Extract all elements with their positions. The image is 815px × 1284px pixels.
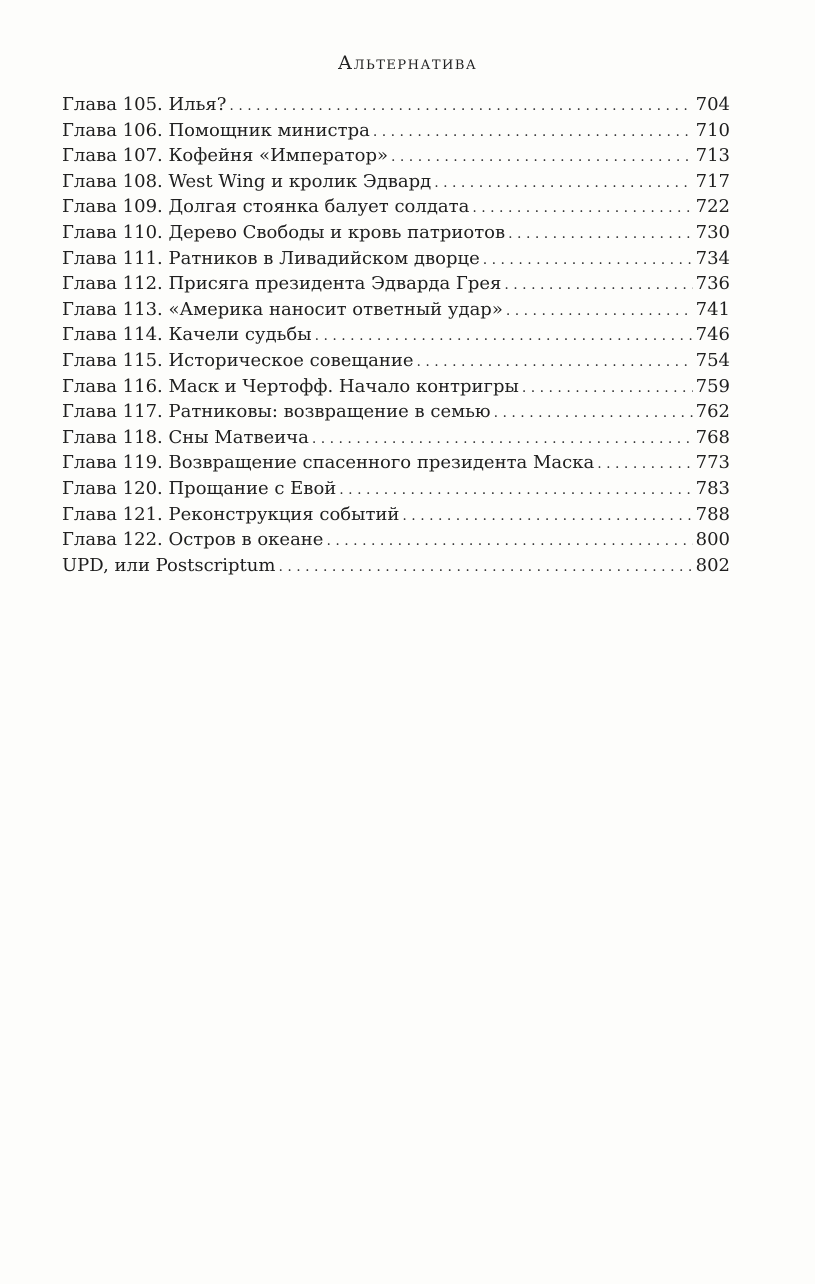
dot-leader — [278, 555, 692, 581]
toc-entry-page: 754 — [695, 349, 730, 371]
toc-entry — [62, 246, 730, 272]
toc-entry-title: Глава 119. Возвращение спасенного президента Маска — [62, 452, 595, 474]
dot-leader — [434, 171, 692, 197]
toc-entry-page: 802 — [695, 554, 730, 576]
toc-entry-title: Глава 114. Качели судьбы — [62, 324, 312, 346]
dot-leader — [483, 248, 693, 274]
toc-entry-title: Глава 105. Илья? — [62, 94, 227, 115]
toc-entry — [62, 553, 730, 579]
toc-entry — [62, 399, 730, 425]
dot-leader — [229, 94, 692, 120]
toc-entry — [62, 118, 730, 144]
toc-entry-title: Глава 116. Маск и Чертофф. Начало контригры — [62, 375, 519, 397]
dot-leader — [494, 401, 693, 427]
toc-entry-page: 704 — [695, 94, 730, 115]
toc-entry — [62, 450, 730, 476]
dot-leader — [315, 324, 693, 350]
dot-leader — [416, 350, 692, 376]
toc-entry-page: 734 — [695, 247, 730, 269]
toc-entry-page: 717 — [695, 170, 730, 192]
toc-entry-title: Глава 109. Долгая стоянка балует солдата — [62, 196, 470, 218]
toc-entry-title: Глава 117. Ратниковы: возвращение в семью — [62, 401, 491, 423]
table-of-contents — [62, 92, 730, 578]
toc-entry-page: 783 — [695, 477, 730, 499]
toc-entry-title: Глава 118. Сны Матвеича — [62, 426, 309, 448]
toc-entry — [62, 322, 730, 348]
dot-leader — [391, 145, 693, 171]
dot-leader — [402, 504, 692, 530]
toc-entry-title: Глава 120. Прощание с Евой — [62, 477, 337, 499]
toc-entry — [62, 502, 730, 528]
toc-entry — [62, 348, 730, 374]
toc-entry-page: 768 — [695, 426, 730, 448]
dot-leader — [504, 273, 692, 299]
toc-entry-page: 741 — [695, 298, 730, 320]
toc-entry-title: Глава 115. Историческое совещание — [62, 349, 414, 371]
toc-entry — [62, 374, 730, 400]
toc-entry — [62, 271, 730, 297]
toc-entry-title: Глава 106. Помощник министра — [62, 119, 370, 141]
dot-leader — [522, 376, 693, 402]
dot-leader — [373, 120, 693, 146]
toc-entry — [62, 143, 730, 169]
toc-entry — [62, 220, 730, 246]
toc-entry — [62, 527, 730, 553]
toc-entry-title: Глава 121. Реконструкция событий — [62, 503, 400, 525]
dot-leader — [339, 478, 692, 504]
toc-entry-title: Глава 110. Дерево Свободы и кровь патриотов — [62, 221, 506, 243]
toc-entry-page: 710 — [695, 119, 730, 141]
dot-leader — [508, 222, 693, 248]
toc-entry-page: 773 — [695, 452, 730, 474]
toc-entry-page: 788 — [695, 503, 730, 525]
dot-leader — [472, 196, 692, 222]
dot-leader — [597, 452, 692, 478]
toc-entry-page: 713 — [695, 145, 730, 167]
toc-entry-page: 736 — [695, 273, 730, 295]
toc-entry — [62, 194, 730, 220]
toc-entry-title: Глава 111. Ратников в Ливадийском дворце — [62, 247, 480, 269]
toc-entry-title: Глава 122. Остров в океане — [62, 529, 324, 551]
toc-entry-title: Глава 107. Кофейня «Император» — [62, 145, 388, 167]
toc-entry-page: 722 — [695, 196, 730, 218]
dot-leader — [506, 299, 693, 325]
toc-entry-title: Глава 112. Присяга президента Эдварда Грея — [62, 273, 502, 295]
toc-entry-page: 762 — [695, 401, 730, 423]
toc-entry — [62, 476, 730, 502]
dot-leader — [326, 529, 692, 555]
toc-entry-page: 746 — [695, 324, 730, 346]
toc-entry-title: Глава 108. West Wing и кролик Эдвард — [62, 170, 432, 192]
toc-entry-page: 800 — [695, 529, 730, 551]
running-head: Альтернатива — [337, 52, 478, 74]
toc-entry — [62, 92, 730, 118]
toc-entry-page: 730 — [695, 221, 730, 243]
toc-entry — [62, 425, 730, 451]
toc-entry — [62, 169, 730, 195]
toc-entry-title: Глава 113. «Америка наносит ответный удар» — [62, 298, 503, 320]
toc-entry-page: 759 — [695, 375, 730, 397]
toc-entry-title: UPD, или Postscriptum — [62, 554, 276, 576]
dot-leader — [312, 427, 693, 453]
toc-entry — [62, 297, 730, 323]
